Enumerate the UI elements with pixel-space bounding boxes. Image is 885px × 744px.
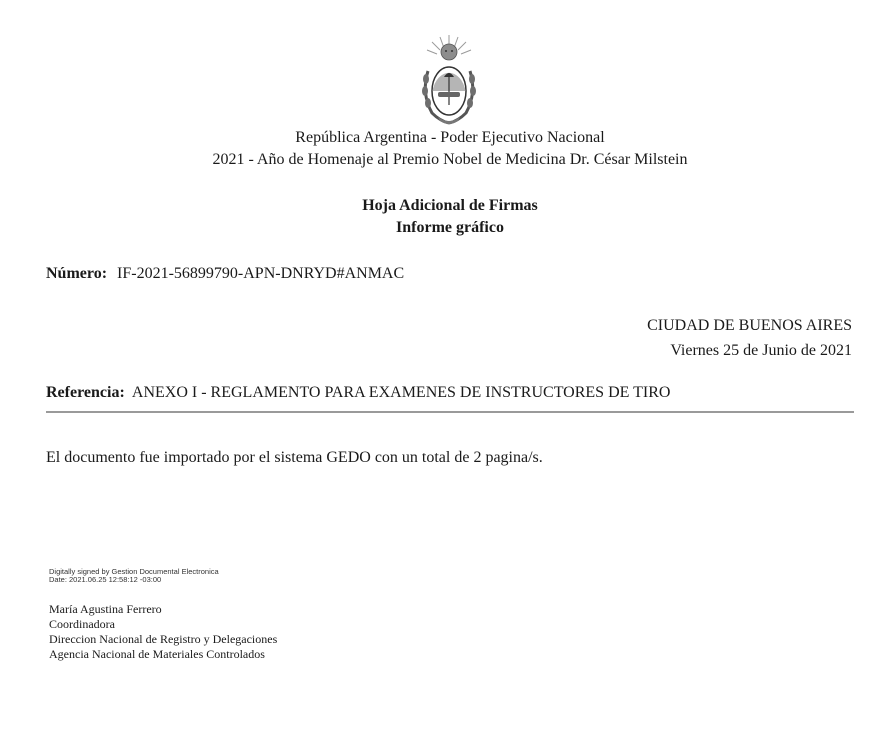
- coat-of-arms-icon: [418, 33, 480, 125]
- digital-signature-stamp: [49, 568, 219, 583]
- signer-name: María Agustina Ferrero: [49, 602, 162, 616]
- document-number-label: Número:: [46, 265, 108, 282]
- document-subtitle: Informe gráfico: [396, 219, 504, 236]
- digital-signature-signer: Digitally signed by Gestion Documental Electronica: [49, 567, 219, 576]
- signer-role: Coordinadora: [49, 617, 115, 631]
- reference: [46, 383, 670, 403]
- header-republica: República Argentina - Poder Ejecutivo Nacional: [295, 129, 605, 146]
- signer-block: [49, 602, 277, 662]
- document-number: [46, 264, 404, 284]
- body-text: El documento fue importado por el sistema GEDO con un total de 2 pagina/s.: [46, 449, 543, 466]
- reference-label: Referencia:: [46, 384, 125, 401]
- city: CIUDAD DE BUENOS AIRES: [647, 317, 852, 334]
- place-and-date: [647, 313, 852, 363]
- signer-unit: Direccion Nacional de Registro y Delegaciones: [49, 632, 278, 646]
- header-year-motto: 2021 - Año de Homenaje al Premio Nobel de Medicina Dr. César Milstein: [212, 151, 688, 168]
- document-title: Hoja Adicional de Firmas: [362, 197, 538, 214]
- date: Viernes 25 de Junio de 2021: [670, 342, 852, 359]
- document-number-value: IF-2021-56899790-APN-DNRYD#ANMAC: [117, 265, 405, 282]
- divider: [46, 411, 854, 413]
- signer-agency: Agencia Nacional de Materiales Controlados: [49, 647, 265, 661]
- reference-value: ANEXO I - REGLAMENTO PARA EXAMENES DE INSTRUCTORES DE TIRO: [131, 384, 671, 401]
- digital-signature-date: Date: 2021.06.25 12:58:12 -03:00: [49, 574, 162, 584]
